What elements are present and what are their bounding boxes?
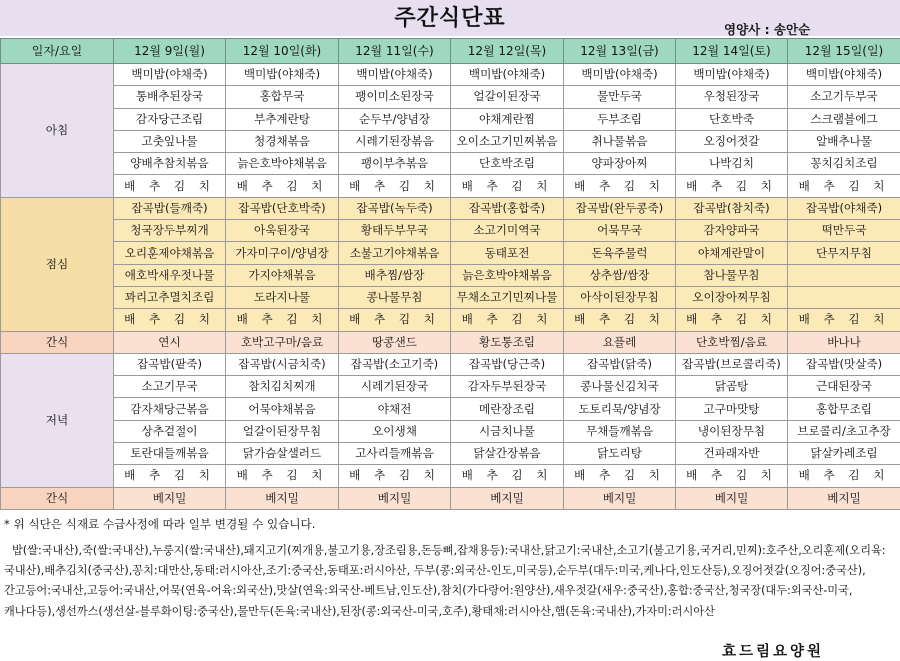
menu-cell: 콩나물무침 [339, 286, 451, 308]
menu-cell: 베지밀 [339, 487, 451, 509]
menu-cell: 고구마맛탕 [676, 398, 788, 420]
menu-cell: 배 추 김 치 [339, 465, 451, 487]
snack-row [1, 331, 900, 353]
menu-cell: 꽈리고추멸치조림 [114, 286, 226, 308]
menu-cell: 배 추 김 치 [564, 309, 676, 331]
menu-cell: 잡곡밥(완두콩죽) [564, 197, 676, 219]
dinner-row [1, 420, 900, 442]
menu-cell: 취나물볶음 [564, 130, 676, 152]
menu-cell: 청국장두부찌개 [114, 220, 226, 242]
menu-cell: 근대된장국 [788, 376, 900, 398]
menu-cell: 부추계란탕 [226, 108, 339, 130]
meal-label-snack: 간식 [1, 331, 114, 353]
menu-cell: 배 추 김 치 [451, 309, 564, 331]
menu-cell: 닭살카레조림 [788, 443, 900, 465]
menu-cell: 백미밥(야채죽) [114, 64, 226, 86]
menu-cell: 황도통조림 [451, 331, 564, 353]
menu-cell: 가자미구이/양념장 [226, 242, 339, 264]
menu-cell: 물만두국 [564, 86, 676, 108]
menu-cell: 단호박조림 [451, 153, 564, 175]
dinner-row [1, 465, 900, 487]
header-day: 12월 9일(월) [114, 39, 226, 64]
menu-cell: 오이소고기민찌볶음 [451, 130, 564, 152]
menu-cell: 돈육주물럭 [564, 242, 676, 264]
menu-cell: 잡곡밥(야채죽) [788, 197, 900, 219]
menu-cell: 양파장아찌 [564, 153, 676, 175]
menu-cell: 소고기무국 [114, 376, 226, 398]
menu-cell: 배 추 김 치 [676, 465, 788, 487]
menu-cell: 배 추 김 치 [451, 175, 564, 197]
breakfast-row [1, 175, 900, 197]
dinner-row [1, 443, 900, 465]
menu-cell: 아욱된장국 [226, 220, 339, 242]
menu-cell: 배 추 김 치 [114, 309, 226, 331]
header-day: 12월 14일(토) [676, 39, 788, 64]
header-day: 12월 11일(수) [339, 39, 451, 64]
menu-cell: 참치김치찌개 [226, 376, 339, 398]
menu-cell: 배 추 김 치 [114, 465, 226, 487]
menu-cell: 배 추 김 치 [788, 309, 900, 331]
header-date-label: 일자/요일 [1, 39, 114, 64]
header-day: 12월 10일(화) [226, 39, 339, 64]
menu-cell: 소고기두부국 [788, 86, 900, 108]
menu-cell: 오징어젓갈 [676, 130, 788, 152]
menu-cell: 배 추 김 치 [226, 175, 339, 197]
menu-cell: 늙은호박야채볶음 [226, 153, 339, 175]
lunch-row [1, 264, 900, 286]
menu-cell: 닭살간장볶음 [451, 443, 564, 465]
menu-cell: 가지야채볶음 [226, 264, 339, 286]
menu-cell: 감자양파국 [676, 220, 788, 242]
menu-cell: 연시 [114, 331, 226, 353]
menu-cell: 고춧잎나물 [114, 130, 226, 152]
menu-cell: 배 추 김 치 [676, 309, 788, 331]
breakfast-row [1, 64, 900, 86]
breakfast-row [1, 130, 900, 152]
menu-cell: 무채소고기민찌나물 [451, 286, 564, 308]
menu-cell: 감자채당근볶음 [114, 398, 226, 420]
menu-cell: 베지밀 [788, 487, 900, 509]
menu-cell: 무채들깨볶음 [564, 420, 676, 442]
menu-cell: 팽이미소된장국 [339, 86, 451, 108]
menu-cell: 배 추 김 치 [226, 309, 339, 331]
menu-cell: 닭곰탕 [676, 376, 788, 398]
menu-cell: 브로콜리/초고추장 [788, 420, 900, 442]
menu-cell: 배 추 김 치 [339, 309, 451, 331]
menu-cell: 홍합무조림 [788, 398, 900, 420]
dinner-row [1, 398, 900, 420]
page-title: 주간식단표 [394, 6, 506, 31]
lunch-row [1, 220, 900, 242]
menu-cell: 배 추 김 치 [114, 175, 226, 197]
menu-cell: 야채계란말이 [676, 242, 788, 264]
menu-cell: 배 추 김 치 [564, 465, 676, 487]
menu-cell: 아삭이된장무침 [564, 286, 676, 308]
menu-cell: 순두부/양념장 [339, 108, 451, 130]
menu-cell: 배 추 김 치 [451, 465, 564, 487]
menu-cell: 닭도리탕 [564, 443, 676, 465]
menu-cell: 잡곡밥(홍합죽) [451, 197, 564, 219]
menu-cell: 백미밥(야채죽) [788, 64, 900, 86]
menu-cell: 참나물무침 [676, 264, 788, 286]
menu-cell: 잡곡밥(브로콜리죽) [676, 353, 788, 375]
dinner-row [1, 353, 900, 375]
menu-cell: 늙은호박야채볶음 [451, 264, 564, 286]
menu-body [1, 64, 900, 510]
menu-cell: 동태포전 [451, 242, 564, 264]
breakfast-row [1, 86, 900, 108]
menu-cell: 잡곡밥(시금치죽) [226, 353, 339, 375]
footnote: * 위 식단은 식재료 수급사정에 따라 일부 변경될 수 있습니다. [4, 517, 316, 531]
menu-cell: 잡곡밥(당근죽) [451, 353, 564, 375]
menu-cell: 잡곡밥(참치죽) [676, 197, 788, 219]
menu-cell: 스크램블에그 [788, 108, 900, 130]
menu-cell: 도라지나물 [226, 286, 339, 308]
menu-cell: 땅콩샌드 [339, 331, 451, 353]
menu-cell: 배 추 김 치 [676, 175, 788, 197]
menu-cell: 시금치나물 [451, 420, 564, 442]
header-day: 12월 12일(목) [451, 39, 564, 64]
weekly-menu-table [0, 38, 900, 510]
header-row [1, 39, 900, 64]
menu-cell: 베지밀 [676, 487, 788, 509]
menu-cell: 소불고기야채볶음 [339, 242, 451, 264]
menu-cell: 잡곡밥(맛살죽) [788, 353, 900, 375]
menu-cell: 잡곡밥(들깨죽) [114, 197, 226, 219]
menu-cell: 어묵무국 [564, 220, 676, 242]
menu-cell: 배 추 김 치 [788, 465, 900, 487]
menu-cell: 냉이된장무침 [676, 420, 788, 442]
menu-cell: 백미밥(야채죽) [226, 64, 339, 86]
lunch-row [1, 286, 900, 308]
menu-cell: 야채계란찜 [451, 108, 564, 130]
menu-cell: 양배추참치볶음 [114, 153, 226, 175]
menu-cell: 닭가슴살샐러드 [226, 443, 339, 465]
menu-cell: 꽁치김치조림 [788, 153, 900, 175]
menu-cell: 홍합무국 [226, 86, 339, 108]
header-day: 12월 15일(일) [788, 39, 900, 64]
menu-cell: 단호박죽 [676, 108, 788, 130]
menu-cell: 오이장아찌무침 [676, 286, 788, 308]
menu-cell: 우청된장국 [676, 86, 788, 108]
menu-cell: 시레기된장볶음 [339, 130, 451, 152]
menu-cell: 배 추 김 치 [339, 175, 451, 197]
menu-cell: 잡곡밥(팥죽) [114, 353, 226, 375]
menu-cell [788, 264, 900, 286]
menu-cell: 시레기된장국 [339, 376, 451, 398]
menu-cell: 청경채볶음 [226, 130, 339, 152]
menu-cell: 팽이부추볶음 [339, 153, 451, 175]
snack-row [1, 487, 900, 509]
menu-cell: 통배추된장국 [114, 86, 226, 108]
menu-cell: 상추쌈/쌈장 [564, 264, 676, 286]
menu-cell: 알배추나물 [788, 130, 900, 152]
menu-cell: 고사리들깨볶음 [339, 443, 451, 465]
menu-cell: 베지밀 [226, 487, 339, 509]
menu-cell: 오리훈제야채볶음 [114, 242, 226, 264]
menu-cell: 단호박찜/음료 [676, 331, 788, 353]
menu-cell: 요플레 [564, 331, 676, 353]
menu-cell: 애호박새우젓나물 [114, 264, 226, 286]
menu-cell: 단무지무침 [788, 242, 900, 264]
meal-label-lunch: 점심 [1, 197, 114, 331]
menu-cell: 호박고구마/음료 [226, 331, 339, 353]
menu-cell: 어묵야채볶음 [226, 398, 339, 420]
menu-cell: 백미밥(야채죽) [339, 64, 451, 86]
menu-cell: 백미밥(야채죽) [564, 64, 676, 86]
meal-label-breakfast: 아침 [1, 64, 114, 198]
menu-cell: 배추찜/쌈장 [339, 264, 451, 286]
menu-cell: 잡곡밥(닭죽) [564, 353, 676, 375]
menu-cell: 베지밀 [564, 487, 676, 509]
menu-cell: 떡만두국 [788, 220, 900, 242]
menu-cell: 나박김치 [676, 153, 788, 175]
menu-cell: 두부조림 [564, 108, 676, 130]
menu-cell: 배 추 김 치 [788, 175, 900, 197]
lunch-row [1, 242, 900, 264]
menu-cell: 잡곡밥(단호박죽) [226, 197, 339, 219]
facility-name: 효드림요양원 [722, 644, 825, 660]
menu-cell: 야채전 [339, 398, 451, 420]
menu-cell: 토란대들깨볶음 [114, 443, 226, 465]
menu-cell: 잡곡밥(녹두죽) [339, 197, 451, 219]
menu-cell: 백미밥(야채죽) [676, 64, 788, 86]
meal-label-dinner: 저녁 [1, 353, 114, 487]
meal-label-snack: 간식 [1, 487, 114, 509]
dinner-row [1, 376, 900, 398]
menu-cell: 베지밀 [451, 487, 564, 509]
menu-cell: 도토리묵/양념장 [564, 398, 676, 420]
menu-cell: 상추겉절이 [114, 420, 226, 442]
menu-cell: 얼갈이된장국 [451, 86, 564, 108]
menu-cell: 감자두부된장국 [451, 376, 564, 398]
menu-cell: 소고기미역국 [451, 220, 564, 242]
menu-cell: 얼갈이된장무침 [226, 420, 339, 442]
nutritionist-label: 영양사 : 송안순 [724, 22, 811, 37]
menu-cell: 배 추 김 치 [564, 175, 676, 197]
menu-cell [788, 286, 900, 308]
breakfast-row [1, 108, 900, 130]
menu-cell: 바나나 [788, 331, 900, 353]
breakfast-row [1, 153, 900, 175]
menu-cell: 콩나물신김치국 [564, 376, 676, 398]
menu-cell: 오이생채 [339, 420, 451, 442]
menu-cell: 건파래자반 [676, 443, 788, 465]
menu-cell: 메란장조림 [451, 398, 564, 420]
menu-cell: 배 추 김 치 [226, 465, 339, 487]
menu-cell: 감자당근조림 [114, 108, 226, 130]
lunch-row [1, 197, 900, 219]
menu-cell: 베지밀 [114, 487, 226, 509]
menu-cell: 잡곡밥(소고기죽) [339, 353, 451, 375]
lunch-row [1, 309, 900, 331]
origin-info: 밥(쌀:국내산),죽(쌀:국내산),누룽지(쌀:국내산),돼지고기(찌개용,불고기용,장조림용,돈등뼈,잡채용등):국내산,닭고기:국내산,소고기(불고기용,국거리,민찌):호주산,오리훈제(오리육:국내산),배추김치(중국산),꽁치:대만산,동태:러시아산,조기:중국산,동태포:러시아산, 두부(콩:외국산-인도,미국등),순두부(대두:미국,케나다,인도산등),오징어젓갈(오징어:중국산),간고등어:국내산,고등어:국내산,어묵(연육-어육:외국산),맛살(연육:외국산-베트남,인도산),참치(가다랑어:원양산),새우젓갈(새우:중국산),홍합:중국산,청국장(대두:외국산-미국,캐나다등),생선까스(생선살-블루화이팅:중국산),물만두(돈육:국내산),된장(콩:외국산-미국,호주),황태채:러시아산,햄(돈육:국내산),가자미:러시아산 [4, 544, 886, 618]
menu-cell: 백미밥(야채죽) [451, 64, 564, 86]
menu-cell: 황태두부무국 [339, 220, 451, 242]
header-day: 12월 13일(금) [564, 39, 676, 64]
